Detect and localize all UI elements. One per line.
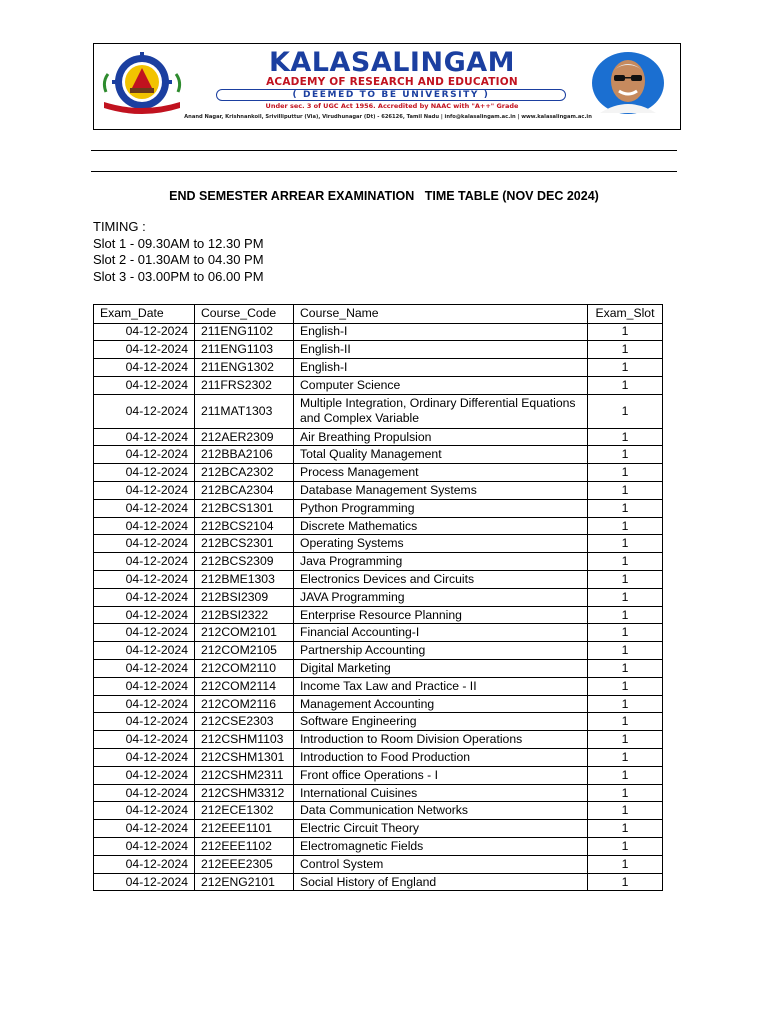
exam-date-cell: 04-12-2024 bbox=[94, 376, 195, 394]
exam-date-cell: 04-12-2024 bbox=[94, 660, 195, 678]
exam-slot-cell: 1 bbox=[588, 464, 663, 482]
course-name-cell: Control System bbox=[294, 855, 588, 873]
course-name-cell: Income Tax Law and Practice - II bbox=[294, 677, 588, 695]
table-row bbox=[94, 464, 663, 482]
course-name-cell: Enterprise Resource Planning bbox=[294, 606, 588, 624]
table-row bbox=[94, 428, 663, 446]
table-row bbox=[94, 713, 663, 731]
exam-date-cell: 04-12-2024 bbox=[94, 553, 195, 571]
course-name-cell: Partnership Accounting bbox=[294, 642, 588, 660]
exam-slot-cell: 1 bbox=[588, 784, 663, 802]
exam-date-cell: 04-12-2024 bbox=[94, 535, 195, 553]
exam-date-cell: 04-12-2024 bbox=[94, 341, 195, 359]
exam-slot-cell: 1 bbox=[588, 588, 663, 606]
exam-date-cell: 04-12-2024 bbox=[94, 749, 195, 767]
exam-slot-cell: 1 bbox=[588, 642, 663, 660]
exam-date-cell: 04-12-2024 bbox=[94, 588, 195, 606]
course-code-cell: 211FRS2302 bbox=[195, 376, 294, 394]
exam-date-cell: 04-12-2024 bbox=[94, 517, 195, 535]
course-code-cell: 212CSHM3312 bbox=[195, 784, 294, 802]
course-code-cell: 212AER2309 bbox=[195, 428, 294, 446]
course-code-cell: 212COM2110 bbox=[195, 660, 294, 678]
exam-date-cell: 04-12-2024 bbox=[94, 838, 195, 856]
exam-date-cell: 04-12-2024 bbox=[94, 323, 195, 341]
header-exam-slot: Exam_Slot bbox=[588, 305, 663, 324]
exam-slot-cell: 1 bbox=[588, 695, 663, 713]
exam-date-cell: 04-12-2024 bbox=[94, 820, 195, 838]
course-code-cell: 212EEE1101 bbox=[195, 820, 294, 838]
exam-date-cell: 04-12-2024 bbox=[94, 802, 195, 820]
university-seal-logo bbox=[102, 52, 200, 118]
exam-slot-cell: 1 bbox=[588, 535, 663, 553]
course-code-cell: 212COM2101 bbox=[195, 624, 294, 642]
table-row bbox=[94, 677, 663, 695]
course-code-cell: 211MAT1303 bbox=[195, 394, 294, 428]
table-row bbox=[94, 571, 663, 589]
table-row bbox=[94, 624, 663, 642]
exam-slot-cell: 1 bbox=[588, 660, 663, 678]
table-row bbox=[94, 642, 663, 660]
course-name-cell: Social History of England bbox=[294, 873, 588, 891]
course-name-cell: Electronics Devices and Circuits bbox=[294, 571, 588, 589]
table-header-row bbox=[94, 305, 663, 324]
table-row bbox=[94, 855, 663, 873]
exam-slot-cell: 1 bbox=[588, 713, 663, 731]
exam-slot-cell: 1 bbox=[588, 323, 663, 341]
exam-date-cell: 04-12-2024 bbox=[94, 642, 195, 660]
accreditation-line: Under sec. 3 of UGC Act 1956. Accredited by NAAC with "A++" Grade bbox=[265, 102, 519, 110]
course-code-cell: 212BCA2302 bbox=[195, 464, 294, 482]
exam-date-cell: 04-12-2024 bbox=[94, 606, 195, 624]
course-name-cell: English-I bbox=[294, 359, 588, 377]
table-row bbox=[94, 376, 663, 394]
table-row bbox=[94, 341, 663, 359]
exam-date-cell: 04-12-2024 bbox=[94, 359, 195, 377]
table-row bbox=[94, 820, 663, 838]
course-code-cell: 212BCS2309 bbox=[195, 553, 294, 571]
header-course-name: Course_Name bbox=[294, 305, 588, 324]
timing-label: TIMING : bbox=[93, 219, 146, 234]
exam-date-cell: 04-12-2024 bbox=[94, 464, 195, 482]
exam-date-cell: 04-12-2024 bbox=[94, 446, 195, 464]
course-name-cell: Electromagnetic Fields bbox=[294, 838, 588, 856]
course-name-cell: Electric Circuit Theory bbox=[294, 820, 588, 838]
exam-slot-cell: 1 bbox=[588, 359, 663, 377]
table-row bbox=[94, 749, 663, 767]
exam-date-cell: 04-12-2024 bbox=[94, 873, 195, 891]
table-row bbox=[94, 482, 663, 500]
course-code-cell: 212BCS2301 bbox=[195, 535, 294, 553]
exam-date-cell: 04-12-2024 bbox=[94, 695, 195, 713]
exam-slot-cell: 1 bbox=[588, 571, 663, 589]
slot-3-timing: Slot 3 - 03.00PM to 06.00 PM bbox=[93, 268, 264, 284]
course-name-cell: Software Engineering bbox=[294, 713, 588, 731]
table-row bbox=[94, 359, 663, 377]
course-code-cell: 212BSI2309 bbox=[195, 588, 294, 606]
divider-line bbox=[91, 150, 677, 151]
exam-date-cell: 04-12-2024 bbox=[94, 784, 195, 802]
exam-date-cell: 04-12-2024 bbox=[94, 677, 195, 695]
exam-slot-cell: 1 bbox=[588, 624, 663, 642]
course-name-cell: Digital Marketing bbox=[294, 660, 588, 678]
divider-line bbox=[91, 171, 677, 172]
course-code-cell: 212CSHM1301 bbox=[195, 749, 294, 767]
course-name-cell: English-I bbox=[294, 323, 588, 341]
timing-block bbox=[93, 219, 264, 285]
table-row bbox=[94, 802, 663, 820]
table-row bbox=[94, 695, 663, 713]
institution-name: KALASALINGAM bbox=[268, 47, 516, 78]
course-name-cell: International Cuisines bbox=[294, 784, 588, 802]
course-code-cell: 212BSI2322 bbox=[195, 606, 294, 624]
table-row bbox=[94, 553, 663, 571]
course-code-cell: 212BCS2104 bbox=[195, 517, 294, 535]
institution-banner bbox=[93, 43, 681, 130]
table-row bbox=[94, 784, 663, 802]
table-row bbox=[94, 323, 663, 341]
exam-slot-cell: 1 bbox=[588, 482, 663, 500]
course-code-cell: 212EEE1102 bbox=[195, 838, 294, 856]
course-code-cell: 211ENG1302 bbox=[195, 359, 294, 377]
exam-slot-cell: 1 bbox=[588, 606, 663, 624]
exam-date-cell: 04-12-2024 bbox=[94, 499, 195, 517]
table-row bbox=[94, 838, 663, 856]
course-code-cell: 212EEE2305 bbox=[195, 855, 294, 873]
course-name-cell: Multiple Integration, Ordinary Differential Equations and Complex Variable bbox=[294, 394, 588, 428]
course-name-cell: Database Management Systems bbox=[294, 482, 588, 500]
course-code-cell: 212BCA2304 bbox=[195, 482, 294, 500]
course-code-cell: 212ENG2101 bbox=[195, 873, 294, 891]
course-code-cell: 212BBA2106 bbox=[195, 446, 294, 464]
exam-slot-cell: 1 bbox=[588, 677, 663, 695]
exam-slot-cell: 1 bbox=[588, 446, 663, 464]
slot-1-timing: Slot 1 - 09.30AM to 12.30 PM bbox=[93, 235, 264, 251]
exam-date-cell: 04-12-2024 bbox=[94, 394, 195, 428]
course-name-cell: Introduction to Food Production bbox=[294, 749, 588, 767]
course-code-cell: 212BME1303 bbox=[195, 571, 294, 589]
exam-timetable bbox=[93, 304, 663, 891]
header-exam-date: Exam_Date bbox=[94, 305, 195, 324]
exam-slot-cell: 1 bbox=[588, 820, 663, 838]
exam-date-cell: 04-12-2024 bbox=[94, 713, 195, 731]
course-name-cell: Discrete Mathematics bbox=[294, 517, 588, 535]
course-name-cell: Operating Systems bbox=[294, 535, 588, 553]
course-code-cell: 212CSE2303 bbox=[195, 713, 294, 731]
table-row bbox=[94, 766, 663, 784]
table-row bbox=[94, 499, 663, 517]
exam-slot-cell: 1 bbox=[588, 517, 663, 535]
exam-slot-cell: 1 bbox=[588, 341, 663, 359]
institution-subtitle: ACADEMY OF RESEARCH AND EDUCATION bbox=[266, 76, 518, 88]
course-name-cell: JAVA Programming bbox=[294, 588, 588, 606]
table-row bbox=[94, 394, 663, 428]
header-course-code: Course_Code bbox=[195, 305, 294, 324]
exam-date-cell: 04-12-2024 bbox=[94, 571, 195, 589]
exam-slot-cell: 1 bbox=[588, 766, 663, 784]
course-name-cell: Air Breathing Propulsion bbox=[294, 428, 588, 446]
course-code-cell: 212COM2116 bbox=[195, 695, 294, 713]
exam-date-cell: 04-12-2024 bbox=[94, 855, 195, 873]
table-row bbox=[94, 731, 663, 749]
exam-slot-cell: 1 bbox=[588, 376, 663, 394]
course-code-cell: 211ENG1103 bbox=[195, 341, 294, 359]
exam-date-cell: 04-12-2024 bbox=[94, 482, 195, 500]
course-name-cell: English-II bbox=[294, 341, 588, 359]
course-code-cell: 212COM2105 bbox=[195, 642, 294, 660]
course-name-cell: Total Quality Management bbox=[294, 446, 588, 464]
exam-slot-cell: 1 bbox=[588, 394, 663, 428]
course-code-cell: 212ECE1302 bbox=[195, 802, 294, 820]
exam-slot-cell: 1 bbox=[588, 855, 663, 873]
course-name-cell: Python Programming bbox=[294, 499, 588, 517]
course-code-cell: 211ENG1102 bbox=[195, 323, 294, 341]
exam-slot-cell: 1 bbox=[588, 802, 663, 820]
exam-slot-cell: 1 bbox=[588, 499, 663, 517]
address-line: Anand Nagar, Krishnankoil, Srivilliputtur (Via), Virudhunagar (Dt) - 626126, Tamil Nadu | info@kalasalingam.ac.in | www.kalasalingam.ac.in bbox=[184, 114, 592, 120]
slot-2-timing: Slot 2 - 01.30AM to 04.30 PM bbox=[93, 252, 264, 267]
exam-slot-cell: 1 bbox=[588, 428, 663, 446]
table-row bbox=[94, 446, 663, 464]
course-code-cell: 212CSHM2311 bbox=[195, 766, 294, 784]
course-name-cell: Front office Operations - I bbox=[294, 766, 588, 784]
course-name-cell: Financial Accounting-I bbox=[294, 624, 588, 642]
exam-date-cell: 04-12-2024 bbox=[94, 428, 195, 446]
course-name-cell: Process Management bbox=[294, 464, 588, 482]
exam-date-cell: 04-12-2024 bbox=[94, 731, 195, 749]
table-row bbox=[94, 606, 663, 624]
table-body bbox=[94, 323, 663, 891]
course-name-cell: Introduction to Room Division Operations bbox=[294, 731, 588, 749]
exam-date-cell: 04-12-2024 bbox=[94, 766, 195, 784]
deemed-university-label: ( DEEMED TO BE UNIVERSITY ) bbox=[216, 89, 566, 101]
course-name-cell: Data Communication Networks bbox=[294, 802, 588, 820]
exam-slot-cell: 1 bbox=[588, 731, 663, 749]
exam-slot-cell: 1 bbox=[588, 873, 663, 891]
table-row bbox=[94, 535, 663, 553]
course-code-cell: 212COM2114 bbox=[195, 677, 294, 695]
table-row bbox=[94, 588, 663, 606]
table-row bbox=[94, 517, 663, 535]
table-row bbox=[94, 660, 663, 678]
course-name-cell: Computer Science bbox=[294, 376, 588, 394]
exam-slot-cell: 1 bbox=[588, 838, 663, 856]
founder-portrait bbox=[586, 51, 670, 115]
course-code-cell: 212BCS1301 bbox=[195, 499, 294, 517]
exam-date-cell: 04-12-2024 bbox=[94, 624, 195, 642]
course-name-cell: Java Programming bbox=[294, 553, 588, 571]
document-title: END SEMESTER ARREAR EXAMINATION TIME TABLE (NOV DEC 2024) bbox=[169, 189, 599, 203]
course-code-cell: 212CSHM1103 bbox=[195, 731, 294, 749]
exam-slot-cell: 1 bbox=[588, 749, 663, 767]
table-row bbox=[94, 873, 663, 891]
exam-slot-cell: 1 bbox=[588, 553, 663, 571]
course-name-cell: Management Accounting bbox=[294, 695, 588, 713]
